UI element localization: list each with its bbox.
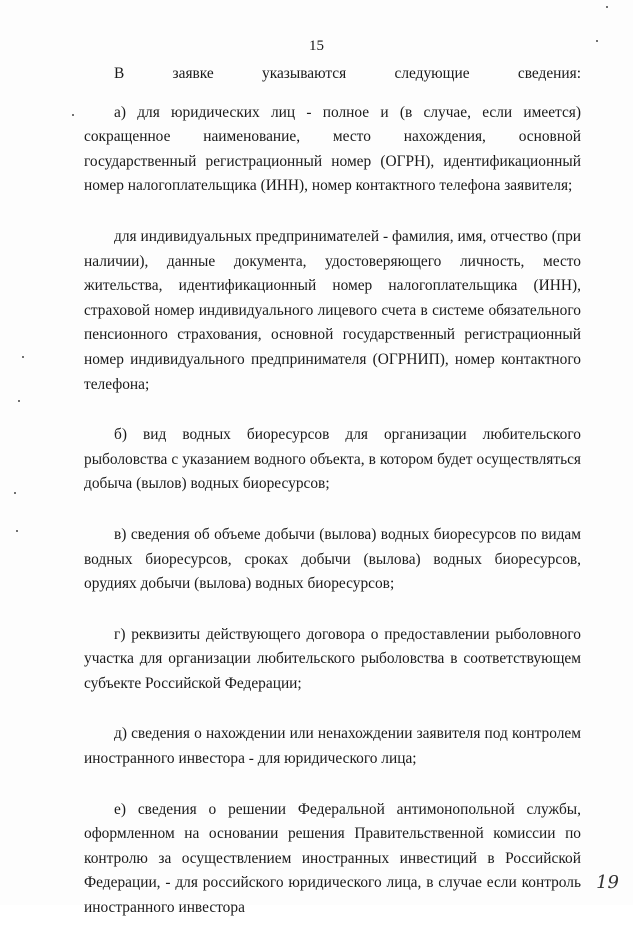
paragraph-b: б) вид водных биоресурсов для организации любительского рыболовства с указанием водного объекта, в котором будет осуществляться добыча (вылов) водных биоресурсов;: [84, 426, 581, 493]
scan-speck: [72, 114, 74, 116]
document-body: [84, 62, 581, 947]
scan-speck: [16, 530, 18, 532]
scan-speck: [14, 492, 16, 494]
paragraph-v: в) сведения об объеме добычи (вылова) водных биоресурсов по видам водных биоресурсов, сроках добычи (вылова) водных биоресурсов, орудиях добычи (вылова) водных биоресурсов;: [84, 525, 581, 593]
paragraph-e: е) сведения о решении Федеральной антимонопольной службы, оформленном на основании решения Правительственной комиссии по контролю за осуществлением иностранных инвестиций в Российской Федерации, - для российского юридического лица, в случае если контроль иностранного инвестора: [84, 800, 581, 917]
page-number: 15: [309, 38, 324, 54]
scan-speck: [22, 356, 24, 358]
handwritten-page-mark: 19: [596, 872, 619, 893]
paragraph-d: д) сведения о нахождении или ненахождении заявителя под контролем иностранного инвестора - для юридического лица;: [84, 725, 581, 768]
intro-paragraph: В заявке указываются следующие сведения:: [114, 65, 581, 82]
scan-speck: [18, 400, 20, 402]
paragraph-g: г) реквизиты действующего договора о предоставлении рыболовного участка для организации любительского рыболовства в соответствующем субъекте Российской Федерации;: [84, 625, 581, 692]
paragraph-a: а) для юридических лиц - полное и (в случае, если имеется) сокращенное наименование, место нахождения, основной государственный регистрационный номер (ОГРН), идентификационный номер налогоплательщика (ИНН), номер контактного телефона заявителя;: [84, 103, 581, 195]
scan-speck: [596, 40, 598, 42]
scan-speck: [606, 6, 608, 8]
paragraph-entrepreneurs: для индивидуальных предпринимателей - фамилия, имя, отчество (при наличии), данные документа, удостоверяющего личность, место жительства, идентификационный номер налогоплательщика (ИНН), страховой номер индивидуального лицевого счета в системе обязательного пенсионного страхования, основной государственный регистрационный номер индивидуального предпринимателя (ОГРНИП), номер контактного телефона;: [84, 227, 581, 393]
